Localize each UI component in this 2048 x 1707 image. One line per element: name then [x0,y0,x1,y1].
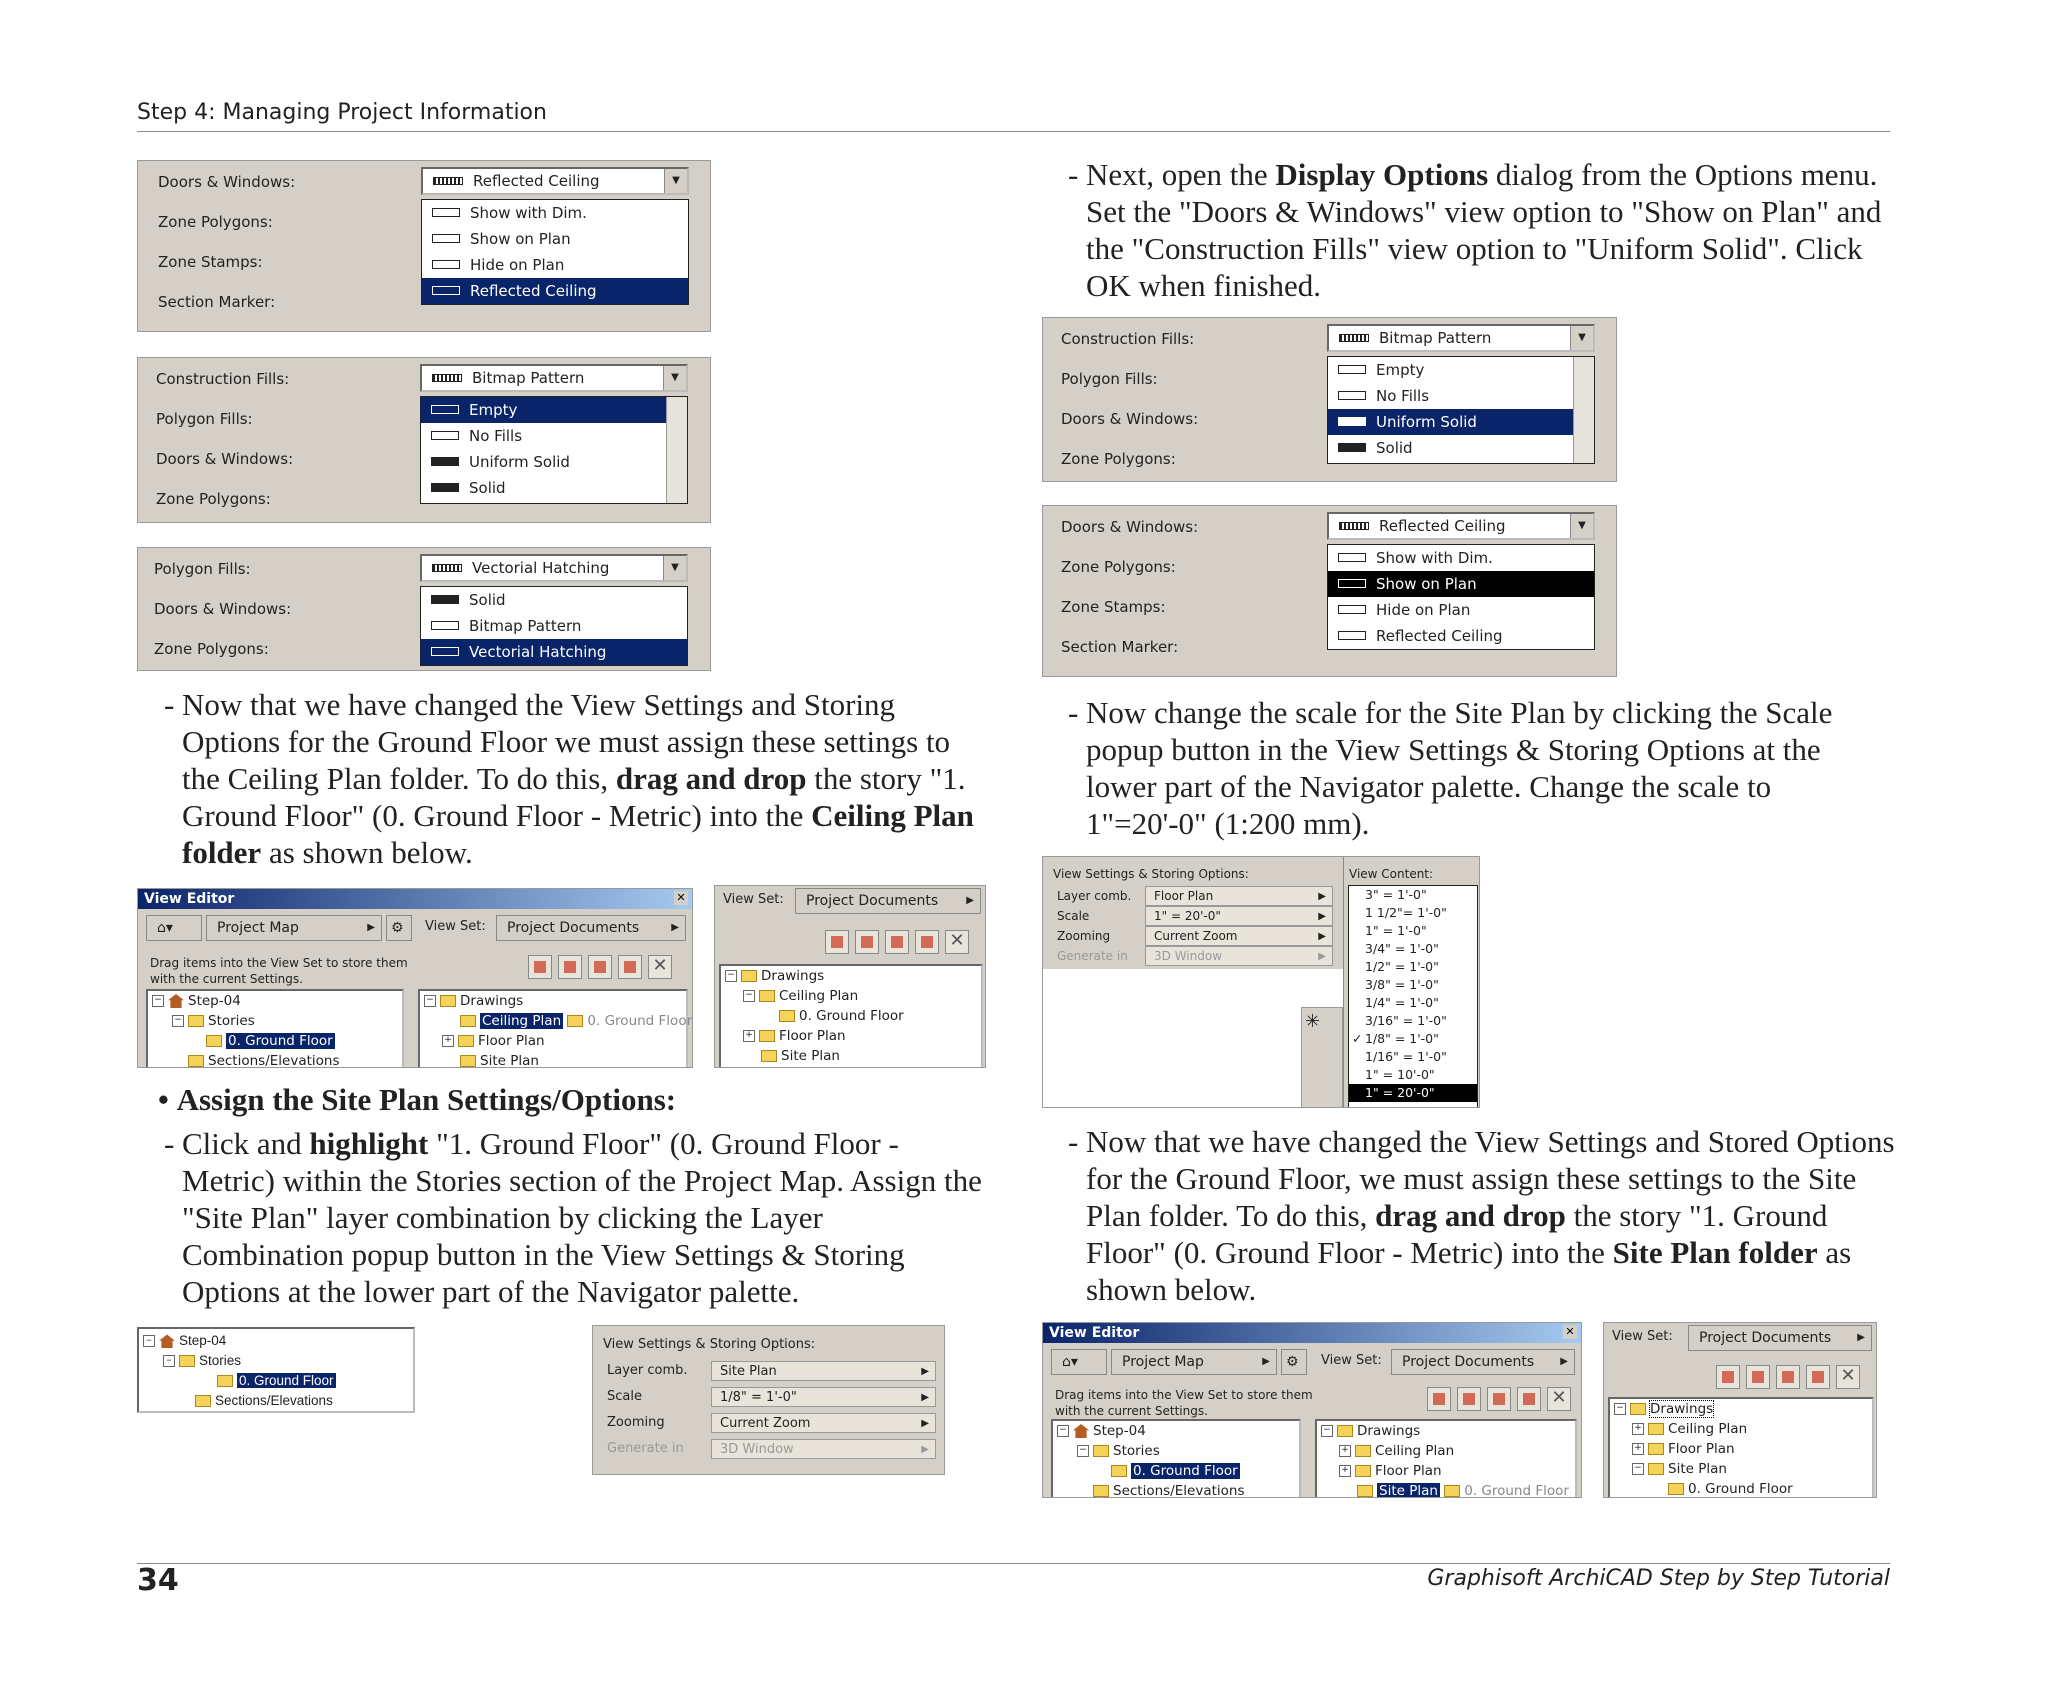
drag-hint: Drag items into the View Set to store them with the current Settings. [1055,1388,1313,1418]
view-set-tree [1608,1397,1874,1498]
label-zone-polygons: Zone Polygons: [156,490,271,508]
scale-option[interactable]: 1 1/2"= 1'-0" [1365,905,1447,920]
settings-icon[interactable] [558,955,582,979]
scale-option[interactable]: 3/4" = 1'-0" [1365,941,1439,956]
settings-icon[interactable] [1746,1365,1770,1389]
layer-comb-button[interactable]: Site Plan ▶ [711,1361,936,1381]
door-icon [432,286,460,295]
option-solid[interactable]: Solid [421,475,687,501]
new-view-icon[interactable] [825,930,849,954]
right-paragraph-1: - Next, open the Display Options dialog from the Options menu. Set the "Doors & Windows" view option to "Show on Plan" and the "Construction Fills" view option to "Uniform Solid". Click OK when finished. [1068,157,1882,303]
door-icon [1338,553,1366,562]
tree-item-ceiling-plan[interactable]: + Ceiling Plan [1339,1441,1454,1461]
view-set-label: View Set: [425,919,486,934]
option-vectorial-hatching[interactable]: Vectorial Hatching [421,639,687,665]
section-bullet: • Assign the Site Plan Settings/Options: [158,1082,677,1117]
option-hide-on-plan[interactable]: Hide on Plan [1328,597,1594,623]
label-polygon-fills: Polygon Fills: [1061,370,1158,388]
project-map-tree [1051,1419,1301,1498]
door-icon [432,208,460,217]
tree-item-sections[interactable]: Sections/Elevations [188,1051,339,1068]
page-header: Step 4: Managing Project Information [137,100,547,125]
tree-item-drawings[interactable]: − Drawings [1614,1399,1713,1419]
option-no-fills[interactable]: No Fills [1328,383,1594,409]
scale-button[interactable]: 1" = 20'-0" ▶ [1145,906,1333,926]
scale-option[interactable]: 3" = 1'-0" [1365,887,1427,902]
new-view-icon[interactable] [1716,1365,1740,1389]
project-map-icon-button[interactable]: ⌂▾ [146,915,202,941]
folder-icon [188,1055,204,1067]
project-map-icon-button[interactable]: ⌂▾ [1051,1349,1107,1375]
folder-icon [458,1035,474,1047]
tree-item-sections[interactable]: Sections/Elevations [195,1391,333,1411]
display-options-shot-2 [137,357,711,523]
label-zone-polygons: Zone Polygons: [1061,450,1176,468]
doors-windows-dropdown [421,199,689,305]
scale-option[interactable]: 3/8" = 1'-0" [1365,977,1439,992]
tree-item-floor-plan[interactable]: + Floor Plan [1339,1461,1442,1481]
drag-hint: Drag items into the View Set to store them with the current Settings. [150,956,408,986]
polygon-fills-combo[interactable]: Vectorial Hatching ▼ [420,554,688,582]
close-icon[interactable]: ✕ [1563,1325,1577,1339]
chevron-down-icon[interactable]: ▼ [664,169,687,193]
reflected-ceiling-icon [433,177,463,185]
new-folder-icon[interactable] [1487,1387,1511,1411]
folder-icon [567,1015,583,1027]
delete-icon[interactable]: ✕ [648,955,672,979]
tree-item-site-plan[interactable]: Site Plan [460,1051,539,1068]
label-doors-windows: Doors & Windows: [156,450,294,468]
dropdown-scrollbar[interactable] [1573,357,1594,463]
label-zone-stamps: Zone Stamps: [1061,598,1166,616]
option-empty[interactable]: Empty [1328,357,1594,383]
scale-option[interactable]: 1" = 1'-0" [1365,923,1427,938]
scale-button[interactable]: 1/8" = 1'-0" ▶ [711,1387,936,1407]
tree-item-ground-floor[interactable]: 0. Ground Floor [779,1006,904,1026]
view-set-panel-after [714,885,986,1068]
option-hide-on-plan[interactable]: Hide on Plan [422,252,688,278]
no-fill-icon [1338,391,1366,400]
left-paragraph-2: - Click and highlight "1. Ground Floor" (0. Ground Floor - Metric) within the Stories section of the Project Map. Assign the "Site Plan" layer combination by clicking the Layer Combination popup button in the View Settings & Storing Options at the lower part of the Navigator palette. [164,1126,982,1309]
solid-fill-icon [431,457,459,466]
view-editor-window-2 [1042,1322,1582,1498]
scale-label: Scale [1057,909,1090,923]
option-no-fills[interactable]: No Fills [421,423,687,449]
hatching-icon [431,647,459,656]
tree-item-drawings[interactable]: − Drawings [1321,1421,1420,1441]
tree-item-step[interactable]: − Step-04 [143,1331,226,1351]
tree-item-ceiling-plan[interactable]: − Ceiling Plan [743,986,858,1006]
view-set-panel-after-2 [1603,1322,1877,1498]
bitmap-pattern-icon [431,621,459,630]
view-set-tree [719,964,983,1068]
rename-icon[interactable] [618,955,642,979]
project-documents-button[interactable]: Project Documents ▶ [795,888,981,914]
folder-icon [460,1015,476,1027]
left-paragraph-1: - Now that we have changed the View Settings and Storing Options for the Ground Floor we must assign these settings to the Ceiling Plan folder. To do this, drag and drop the story "1. Ground Floor" (0. Ground Floor - Metric) into the Ceiling Plan folder as shown below. [164,687,974,870]
scale-label: Scale [607,1389,642,1404]
generate-button: 3D Window ▶ [711,1439,936,1459]
close-icon[interactable]: ✕ [674,891,688,905]
tree-item-floor-plan[interactable]: + Floor Plan [743,1026,846,1046]
scale-option[interactable]: 1" = 10'-0" [1365,1067,1435,1082]
option-uniform-solid[interactable]: Uniform Solid [1328,409,1594,435]
house-icon [168,994,184,1008]
page-number: 34 [137,1563,179,1598]
right-paragraph-3: - Now that we have changed the View Settings and Stored Options for the Ground Floor, we must assign these settings to the Site Plan folder. To do this, drag and drop the story "1. Ground Floor" (0. Ground Floor - Metric) into the Site Plan folder as shown below. [1068,1124,1895,1307]
option-solid[interactable]: Solid [421,587,687,613]
label-doors-windows: Doors & Windows: [158,173,296,191]
display-options-shot-1 [137,160,711,332]
label-polygon-fills: Polygon Fills: [156,410,253,428]
display-options-shot-5 [1042,505,1617,677]
tree-item-step[interactable]: − Step-04 [1057,1421,1146,1441]
bitmap-pattern-icon [1339,334,1369,342]
chevron-down-icon[interactable]: ▼ [663,366,686,390]
option-show-on-plan[interactable]: Show on Plan [1328,571,1594,597]
scale-option-checked[interactable]: ✓ 1/8" = 1'-0" [1352,1031,1439,1046]
door-icon [1338,605,1366,614]
scale-option[interactable]: 1/2" = 1'-0" [1365,959,1439,974]
zooming-label: Zooming [1057,929,1111,943]
view-settings-panel-site [592,1325,945,1475]
option-reflected-ceiling[interactable]: Reflected Ceiling [422,278,688,304]
label-zone-polygons: Zone Polygons: [154,640,269,658]
scale-option[interactable]: 3/16" = 1'-0" [1365,1013,1447,1028]
scale-option-selected[interactable]: 1" = 20'-0" [1349,1084,1477,1102]
tree-item-site-plan[interactable]: − Site Plan [1632,1459,1727,1479]
zooming-button[interactable]: Current Zoom ▶ [1145,926,1333,946]
solid-fill-icon [431,483,459,492]
navigator-icon-button[interactable]: ⚙ [1281,1349,1307,1375]
new-view-icon[interactable] [1427,1387,1451,1411]
construction-fills-dropdown [1327,356,1595,464]
view-settings-title: View Settings & Storing Options: [603,1337,816,1352]
rename-icon[interactable] [915,930,939,954]
option-solid[interactable]: Solid [1328,435,1594,461]
tree-item-site-plan[interactable]: Site Plan 0. Ground Floor [1357,1481,1569,1498]
label-polygon-fills: Polygon Fills: [154,560,251,578]
view-set-label: View Set: [1612,1329,1673,1344]
checkmark-icon: ✓ [1352,1031,1363,1046]
label-section-marker: Section Marker: [1061,638,1179,656]
chevron-down-icon[interactable]: ▼ [1570,326,1593,350]
empty-fill-icon [1338,365,1366,374]
option-bitmap-pattern[interactable]: Bitmap Pattern [421,613,687,639]
settings-icon[interactable] [1457,1387,1481,1411]
new-folder-icon[interactable] [1776,1365,1800,1389]
label-construction-fills: Construction Fills: [156,370,290,388]
label-doors-windows: Doors & Windows: [154,600,292,618]
label-doors-windows: Doors & Windows: [1061,410,1199,428]
new-view-icon[interactable] [528,955,552,979]
view-settings-title: View Settings & Storing Options: [1053,867,1249,881]
project-documents-button[interactable]: Project Documents ▶ [496,915,686,941]
reflected-ceiling-icon [1339,522,1369,530]
construction-fills-dropdown [420,396,688,504]
chevron-down-icon[interactable]: ▼ [1570,514,1593,538]
zooming-button[interactable]: Current Zoom ▶ [711,1413,936,1433]
doors-windows-dropdown [1327,544,1595,650]
project-map-tree [146,989,404,1068]
project-documents-button[interactable]: Project Documents ▶ [1688,1325,1872,1351]
label-doors-windows: Doors & Windows: [1061,518,1199,536]
tree-item-floor-plan[interactable]: + Floor Plan [1632,1439,1735,1459]
delete-icon[interactable]: ✕ [1547,1387,1571,1411]
tree-item-floor-plan[interactable]: + Floor Plan [442,1031,545,1051]
dropdown-scrollbar[interactable] [666,397,687,503]
layer-comb-label: Layer comb. [1057,889,1132,903]
generate-label: Generate in [607,1441,684,1456]
view-set-label: View Set: [1321,1353,1382,1368]
option-show-on-plan[interactable]: Show on Plan [422,226,688,252]
folder-icon [188,1015,204,1027]
polygon-fills-dropdown [420,586,688,666]
scale-option[interactable]: 1/16" = 1'-0" [1365,1049,1447,1064]
tree-item-ceiling-plan[interactable]: Ceiling Plan 0. Ground Floor [460,1011,692,1031]
header-rule [137,131,1890,132]
delete-icon[interactable]: ✕ [1836,1365,1860,1389]
doors-windows-combo[interactable]: Reflected Ceiling ▼ [1327,512,1595,540]
stories-tree-small [137,1327,415,1413]
generate-label: Generate in [1057,949,1128,963]
option-uniform-solid[interactable]: Uniform Solid [421,449,687,475]
option-show-with-dim[interactable]: Show with Dim. [1328,545,1594,571]
right-paragraph-2: - Now change the scale for the Site Plan by clicking the Scale popup button in the View Settings & Storing Options at the lower part of the Navigator palette. Change the scale to 1"=20'-0" (1:200 mm). [1068,695,1833,841]
tree-item-step[interactable]: − Step-04 [152,991,241,1011]
hatching-icon [432,564,462,572]
footer-rule [137,1563,1890,1564]
label-section-marker: Section Marker: [158,293,276,311]
view-set-tree [418,989,693,1068]
doors-windows-combo[interactable] [421,167,689,195]
tree-item-drawings[interactable]: − Drawings [725,966,824,986]
solid-fill-icon [1338,417,1366,426]
option-empty[interactable]: Empty [421,397,687,423]
project-map-button[interactable]: Project Map ▶ [1111,1349,1277,1375]
tree-item-ground-floor[interactable]: 0. Ground Floor [217,1371,336,1391]
view-set-label: View Set: [723,892,784,907]
label-zone-polygons: Zone Polygons: [158,213,273,231]
tree-item-ground-floor[interactable]: 0. Ground Floor [1668,1479,1793,1498]
label-zone-stamps: Zone Stamps: [158,253,263,271]
option-reflected-ceiling[interactable]: Reflected Ceiling [1328,623,1594,649]
layer-comb-label: Layer comb. [607,1363,688,1378]
display-options-shot-4 [1042,317,1617,482]
view-editor-window [137,888,693,1068]
view-set-tree [1315,1419,1577,1498]
tree-item-stories[interactable]: − Stories [163,1351,241,1371]
project-map-button[interactable]: Project Map ▶ [206,915,382,941]
navigator-icon-button[interactable]: ⚙ [386,915,412,941]
folder-icon [206,1035,222,1047]
door-icon [1338,631,1366,640]
tree-item-sections[interactable]: Sections/Elevations [1093,1481,1244,1498]
tree-item-site-plan[interactable]: Site Plan [761,1046,840,1066]
tree-item-stories[interactable]: − Stories [172,1011,255,1031]
folder-icon [440,995,456,1007]
settings-icon[interactable] [855,930,879,954]
scale-popup-shot [1042,856,1480,1108]
layer-comb-button[interactable]: Floor Plan ▶ [1145,886,1333,906]
solid-fill-icon [1338,443,1366,452]
tree-item-stories[interactable]: − Stories [1077,1441,1160,1461]
bitmap-pattern-icon [432,374,462,382]
display-options-shot-3 [137,547,711,671]
generate-button: 3D Window ▶ [1145,946,1333,966]
book-title: Graphisoft ArchiCAD Step by Step Tutorial [1427,1566,1890,1591]
no-fill-icon [431,431,459,440]
zooming-label: Zooming [607,1415,665,1430]
solid-fill-icon [431,595,459,604]
view-content-label: View Content: [1349,867,1434,881]
rename-icon[interactable] [1517,1387,1541,1411]
construction-fills-combo[interactable]: Bitmap Pattern ▼ [420,364,688,392]
construction-fills-combo[interactable]: Bitmap Pattern ▼ [1327,324,1595,352]
project-documents-button[interactable]: Project Documents ▶ [1391,1349,1575,1375]
new-folder-icon[interactable] [588,955,612,979]
asterisk-icon[interactable]: ✳ [1305,1011,1321,1032]
door-icon [432,234,460,243]
folder-icon [460,1055,476,1067]
scale-list [1348,885,1478,1108]
label-construction-fills: Construction Fills: [1061,330,1195,348]
scale-option[interactable]: 1/4" = 1'-0" [1365,995,1439,1010]
chevron-down-icon[interactable]: ▼ [663,556,686,580]
rename-icon[interactable] [1806,1365,1830,1389]
combo-value: Reflected Ceiling [473,172,600,190]
empty-fill-icon [431,405,459,414]
view-editor-titlebar: View Editor ✕ [138,889,692,909]
new-folder-icon[interactable] [885,930,909,954]
tree-item-ground-floor[interactable]: 0. Ground Floor [206,1031,335,1051]
delete-icon[interactable]: ✕ [945,930,969,954]
option-show-with-dim[interactable]: Show with Dim. [422,200,688,226]
tree-item-ceiling-plan[interactable]: + Ceiling Plan [1632,1419,1747,1439]
door-icon [432,260,460,269]
tree-item-ground-floor[interactable]: 0. Ground Floor [1111,1461,1240,1481]
label-zone-polygons: Zone Polygons: [1061,558,1176,576]
door-icon [1338,579,1366,588]
tree-item-drawings[interactable]: − Drawings [424,991,523,1011]
view-editor-titlebar: View Editor ✕ [1043,1323,1581,1343]
